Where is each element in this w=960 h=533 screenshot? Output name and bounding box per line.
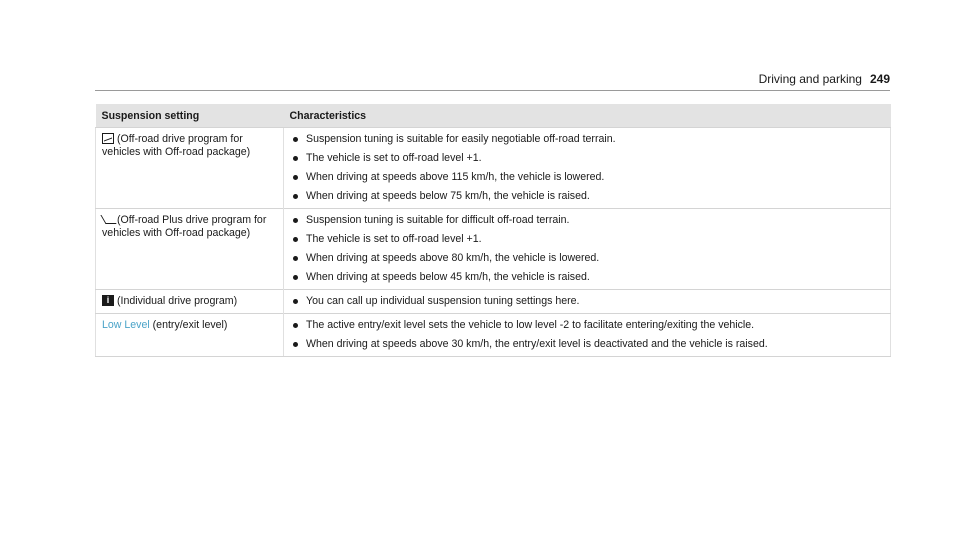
low-level-link[interactable]: Low Level [102, 319, 150, 331]
list-item: When driving at speeds below 75 km/h, the vehicle is raised. [290, 190, 884, 203]
list-item: You can call up individual suspension tuning settings here. [290, 295, 884, 308]
list-item: The active entry/exit level sets the vehicle to low level -2 to facilitate entering/exiting the vehicle. [290, 319, 884, 332]
list-item: When driving at speeds below 45 km/h, the vehicle is raised. [290, 271, 884, 284]
characteristics-cell [284, 209, 891, 290]
offroad-drive-program-icon [102, 133, 114, 144]
column-header-characteristics: Characteristics [284, 104, 891, 128]
section-title: Driving and parking [758, 72, 862, 86]
setting-cell [96, 290, 284, 314]
setting-cell [96, 209, 284, 290]
header-rule [95, 90, 890, 91]
setting-label: (Individual drive program) [117, 295, 238, 307]
setting-cell [96, 314, 284, 357]
suspension-settings-table [95, 104, 891, 357]
column-header-suspension-setting: Suspension setting [96, 104, 284, 128]
table-row [96, 128, 891, 209]
individual-drive-program-icon [102, 295, 114, 306]
page-number: 249 [869, 72, 890, 86]
setting-label: (Off-road Plus drive program for vehicles with Off-road package) [102, 214, 267, 239]
characteristics-cell [284, 128, 891, 209]
list-item: When driving at speeds above 30 km/h, the entry/exit level is deactivated and the vehicle is raised. [290, 338, 884, 351]
list-item: Suspension tuning is suitable for difficult off-road terrain. [290, 214, 884, 227]
characteristics-cell [284, 290, 891, 314]
list-item: Suspension tuning is suitable for easily negotiable off-road terrain. [290, 133, 884, 146]
table-row [96, 314, 891, 357]
characteristics-cell [284, 314, 891, 357]
setting-label: (Off-road drive program for vehicles with Off-road package) [102, 133, 251, 158]
setting-label: (entry/exit level) [152, 319, 228, 331]
table-row [96, 209, 891, 290]
list-item: When driving at speeds above 115 km/h, the vehicle is lowered. [290, 171, 884, 184]
table-header-row [96, 104, 891, 128]
table-row [96, 290, 891, 314]
setting-cell [96, 128, 284, 209]
list-item: When driving at speeds above 80 km/h, the vehicle is lowered. [290, 252, 884, 265]
list-item: The vehicle is set to off-road level +1. [290, 233, 884, 246]
page-header [759, 72, 890, 86]
list-item: The vehicle is set to off-road level +1. [290, 152, 884, 165]
offroad-plus-drive-program-icon [102, 214, 114, 225]
